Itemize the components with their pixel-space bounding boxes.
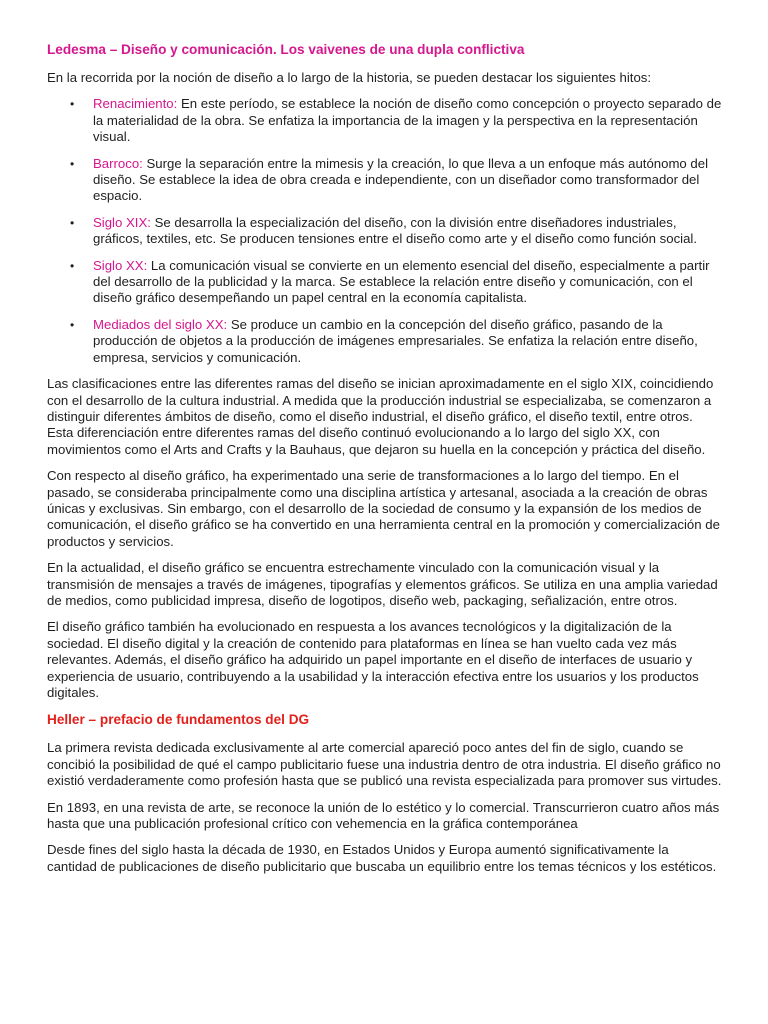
milestones-list xyxy=(47,96,722,366)
bullet-icon: • xyxy=(70,317,75,332)
bullet-icon: • xyxy=(70,156,75,171)
body-paragraph: La primera revista dedicada exclusivamente al arte comercial apareció poco antes del fin de siglo, cuando se concibió la posibilidad de qué el campo publicitario fuese una industria dentro de otra industria. El diseño gráfico no existió verdaderamente como profesión hasta que se publicó una revista especializada para promover sus virtudes. xyxy=(47,740,722,789)
list-item-text: Se produce un cambio en la concepción del diseño gráfico, pasando de la producción de objetos a la producción de imágenes empresariales. Se enfatiza la relación entre diseño, empresa, servicios y comunicación. xyxy=(93,316,698,365)
body-paragraph: Las clasificaciones entre las diferentes ramas del diseño se inician aproximadamente en el siglo XIX, coincidiendo con el desarrollo de la cultura industrial. A medida que la producción industrial se especializaba, se comenzaron a distinguir diferentes ámbitos de diseño, como el diseño industrial, el diseño gráfico, el diseño textil, entre otros. Esta diferenciación entre diferentes ramas del diseño continuó evolucionando a lo largo del siglo XX, con movimientos como el Arts and Crafts y la Bauhaus, que dejaron su huella en la concepción y práctica del diseño. xyxy=(47,376,714,457)
list-item xyxy=(47,96,722,145)
list-item-term: Barroco: xyxy=(93,155,143,171)
list-item xyxy=(47,317,722,366)
bullet-icon: • xyxy=(70,97,75,112)
intro-paragraph: En la recorrida por la noción de diseño a lo largo de la historia, se pueden destacar los siguientes hitos: xyxy=(47,70,652,85)
section-title-heller: Heller – prefacio de fundamentos del DG xyxy=(47,712,310,728)
body-paragraph: En 1893, en una revista de arte, se reconoce la unión de lo estético y lo comercial. Transcurrieron cuatro años más hasta que una publicación profesional crítico con vehemencia en la gráfica contemporánea xyxy=(47,799,720,832)
list-item-term: Siglo XIX: xyxy=(93,214,151,230)
list-item-term: Renacimiento: xyxy=(93,96,178,112)
bullet-icon: • xyxy=(70,215,75,230)
list-item-term: Mediados del siglo XX: xyxy=(93,316,228,332)
body-paragraph: Con respecto al diseño gráfico, ha experimentado una serie de transformaciones a lo largo del tiempo. En el pasado, se consideraba principalmente como una disciplina artística y artesanal, asociada a la creación de obras únicas y exclusivas. Sin embargo, con el desarrollo de la sociedad de consumo y la expansión de los medios de comunicación, el diseño gráfico se ha convertido en una herramienta central en la promoción y comercialización de productos y servicios. xyxy=(47,468,720,549)
list-item-text: Se desarrolla la especialización del diseño, con la división entre diseñadores industriales, gráficos, textiles, etc. Se producen tensiones entre el diseño como arte y el diseño como función social. xyxy=(93,214,698,247)
body-paragraph: En la actualidad, el diseño gráfico se encuentra estrechamente vinculado con la comunicación visual y la transmisión de mensajes a través de imágenes, tipografías y elementos gráficos. Se utiliza en una amplia variedad de medios, como publicidad impresa, diseño de logotipos, diseño web, packaging, señalización, entre otros. xyxy=(47,560,718,608)
list-item xyxy=(47,258,722,307)
list-item-term: Siglo XX: xyxy=(93,257,148,273)
list-item-text: La comunicación visual se convierte en un elemento esencial del diseño, especialmente a partir del desarrollo de la publicidad y la marca. Se establece la relación entre diseño y comunicación, con el diseño gráfico desempeñando un papel central en la economía capitalista. xyxy=(93,257,710,306)
bullet-icon: • xyxy=(70,258,75,273)
body-paragraph: El diseño gráfico también ha evolucionado en respuesta a los avances tecnológicos y la digitalización de la sociedad. El diseño digital y la creación de contenido para plataformas en línea se han vuelto cada vez más relevantes. Además, el diseño gráfico ha adquirido un papel importante en el diseño de interfaces de usuario y experiencia de usuario, contribuyendo a la usabilidad y la interacción efectiva entre los usuarios y los productos digitales. xyxy=(47,619,699,700)
section-title-ledesma: Ledesma – Diseño y comunicación. Los vaivenes de una dupla conflictiva xyxy=(47,42,525,57)
list-item xyxy=(47,156,722,205)
list-item xyxy=(47,215,722,248)
list-item-text: Surge la separación entre la mimesis y la creación, lo que lleva a un enfoque más autónomo del diseño. Se establece la idea de obra creada e independiente, con un diseñador como transformador del espacio. xyxy=(93,155,709,204)
list-item-text: En este período, se establece la noción de diseño como concepción o proyecto separado de la materialidad de la obra. Se enfatiza la importancia de la imagen y la perspectiva en la representación visual. xyxy=(93,96,722,145)
body-paragraph: Desde fines del siglo hasta la década de 1930, en Estados Unidos y Europa aumentó significativamente la cantidad de publicaciones de diseño publicitario que buscaba un equilibrio entre los temas técnicos y los estéticos. xyxy=(47,842,717,874)
